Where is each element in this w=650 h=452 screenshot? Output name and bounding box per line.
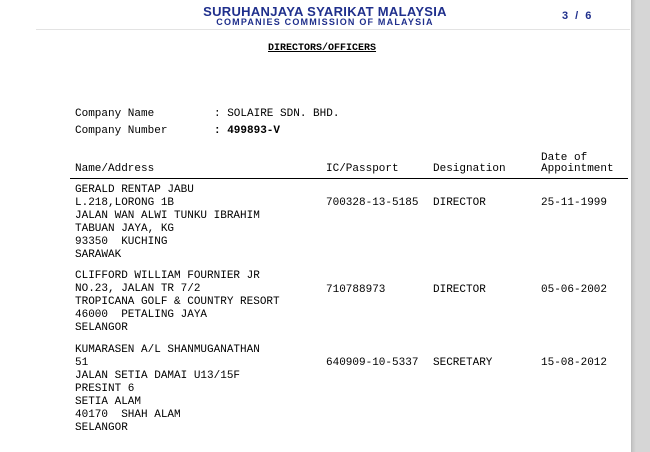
officer-designation: DIRECTOR (433, 197, 486, 209)
officer-designation: DIRECTOR (433, 284, 486, 296)
col-header-date-line2: Appointment (541, 163, 614, 175)
page-number: 3 / 6 (562, 10, 594, 22)
header-divider (36, 29, 630, 30)
col-header-designation: Designation (433, 163, 506, 175)
column-header-rule (70, 178, 628, 179)
company-name-value: : SOLAIRE SDN. BHD. (214, 108, 340, 120)
officer-address-line: 40170 SHAH ALAM (75, 409, 181, 421)
officer-address-line: NO.23, JALAN TR 7/2 (75, 283, 201, 295)
officer-ic: 700328-13-5185 (326, 197, 419, 209)
officer-row (75, 344, 260, 435)
officer-address-line: 93350 KUCHING (75, 236, 168, 248)
col-header-date-line1: Date of (541, 152, 588, 164)
ssm-header (190, 6, 460, 27)
window-edge (631, 0, 650, 452)
officer-ic: 640909-10-5337 (326, 357, 419, 369)
officer-address-line: SARAWAK (75, 249, 122, 261)
officer-address-line: 46000 PETALING JAYA (75, 309, 208, 321)
officer-address-line: PRESINT 6 (75, 383, 135, 395)
officer-address-line: JALAN SETIA DAMAI U13/15F (75, 370, 241, 382)
officer-designation: SECRETARY (433, 357, 493, 369)
company-number-label: Company Number (75, 125, 168, 137)
officer-address-line: SETIA ALAM (75, 396, 142, 408)
officer-address-line: SELANGOR (75, 322, 128, 334)
company-number-value: : 499893-V (214, 125, 281, 137)
company-name-label: Company Name (75, 108, 155, 120)
officer-ic: 710788973 (326, 284, 386, 296)
officer-row (75, 270, 280, 335)
officer-date: 05-06-2002 (541, 284, 608, 296)
col-header-ic-passport: IC/Passport (326, 163, 399, 175)
officer-address-line: CLIFFORD WILLIAM FOURNIER JR (75, 270, 260, 282)
officer-row (75, 184, 260, 262)
officer-address-line: GERALD RENTAP JABU (75, 184, 194, 196)
officer-address-line: TROPICANA GOLF & COUNTRY RESORT (75, 296, 280, 308)
col-header-name-address: Name/Address (75, 163, 155, 175)
header-title-line2: COMPANIES COMMISSION OF MALAYSIA (216, 17, 434, 27)
officer-address-line: KUMARASEN A/L SHANMUGANATHAN (75, 344, 260, 356)
officer-address-line: JALAN WAN ALWI TUNKU IBRAHIM (75, 210, 260, 222)
officer-address-line: L.218,LORONG 1B (75, 197, 175, 209)
section-title: DIRECTORS/OFFICERS (268, 43, 377, 54)
header-title-line1: SURUHANJAYA SYARIKAT MALAYSIA (203, 4, 447, 19)
officer-address-line: SELANGOR (75, 422, 128, 434)
officer-date: 25-11-1999 (541, 197, 608, 209)
officer-date: 15-08-2012 (541, 357, 608, 369)
officer-address-line: 51 (75, 357, 89, 369)
officer-address-line: TABUAN JAYA, KG (75, 223, 175, 235)
